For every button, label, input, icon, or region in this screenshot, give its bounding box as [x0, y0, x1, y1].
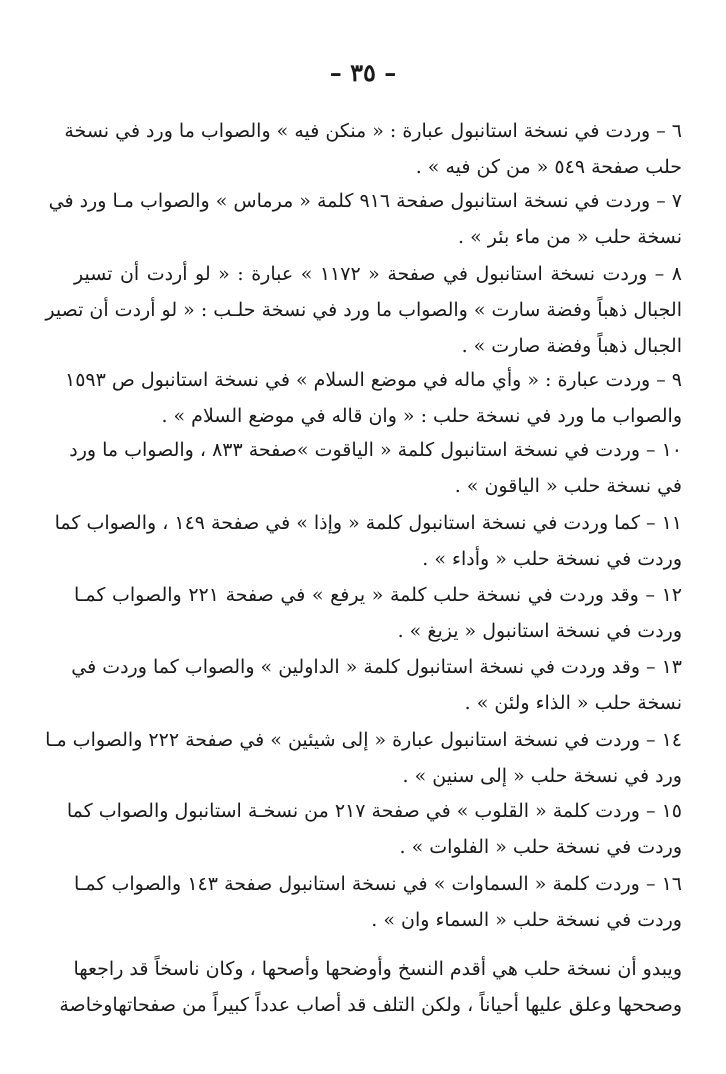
note-line: ١٢ – وقد وردت في نسخة حلب كلمة « يرفع » في صفحة ٢٢١ والصواب كمـا [74, 584, 682, 606]
paragraph-line: ويبدو أن نسخة حلب هي أقدم النسخ وأوضحها وأصحها ، وكان ناسخاً قد راجعها [73, 958, 682, 980]
note-12 [74, 577, 682, 649]
note-15 [66, 793, 682, 865]
note-line: ٨ – وردت نسخة استانبول في صفحة « ١١٧٢ » عبارة : « لو أردت أن تسير [74, 263, 682, 285]
note-10 [69, 432, 682, 504]
note-line: في نسخة حلب « الياقون » . [454, 475, 682, 497]
note-line: ١٤ – وردت في نسخة استانبول عبارة « إلى شيئين » في صفحة ٢٢٢ والصواب مـا [45, 729, 682, 751]
note-13 [71, 649, 682, 721]
closing-paragraph [59, 951, 682, 1023]
note-line: الجبال ذهباً وفضة سارت » والصواب ما ورد في نسخة حلـب : « لو أردت أن تصير [45, 299, 682, 321]
note-line: نسخة حلب « من ماء بئر » . [458, 226, 682, 248]
note-line: ٦ – وردت في نسخة استانبول عبارة : « منكن فيه » والصواب ما ورد في نسخة [64, 120, 682, 142]
note-line: والصواب ما ورد في نسخة حلب : « وان قاله في موضع السلام » . [161, 405, 682, 427]
note-line: ورد في نسخة حلب « إلى سنين » . [402, 765, 682, 787]
page-number: – ٣٥ – [329, 58, 397, 87]
note-7 [48, 183, 682, 255]
note-line: وردت في نسخة حلب « وأداء » . [422, 548, 682, 570]
note-line: ١٥ – وردت كلمة « القلوب » في صفحة ٢١٧ من نسخـة استانبول والصواب كما [66, 800, 682, 822]
note-line: وردت في نسخة استانبول « يزيغ » . [397, 620, 682, 642]
note-6 [64, 113, 682, 185]
note-line: ١٠ – وردت في نسخة استانبول كلمة « الياقوت »صفحة ٨٣٣ ، والصواب ما ورد [69, 439, 682, 461]
note-8 [45, 256, 682, 364]
note-9 [64, 362, 682, 434]
note-line: ١١ – كما وردت في نسخة استانبول كلمة « وإذا » في صفحة ١٤٩ ، والصواب كما [54, 512, 682, 534]
note-line: الجبال ذهباً وفضة صارت » . [461, 335, 682, 357]
note-11 [54, 505, 682, 577]
note-14 [45, 722, 682, 794]
note-line: نسخة حلب « الذاء ولئن » . [464, 692, 682, 714]
note-line: وردت في نسخة حلب « الفلوات » . [399, 836, 682, 858]
note-line: ٩ – وردت عبارة : « وأي ماله في موضع السلام » في نسخة استانبول ص ١٥٩٣ [64, 369, 682, 391]
note-line: ٧ – وردت في نسخة استانبول صفحة ٩١٦ كلمة « مرماس » والصواب مـا ورد في [48, 190, 682, 212]
paragraph-line: وصححها وعلق عليها أحياناً ، ولكن التلف قد أصاب عدداً كبيراً من صفحاتهاوخاصة [59, 994, 682, 1016]
note-line: حلب صفحة ٥٤٩ « من كن فيه » . [415, 156, 682, 178]
note-line: وردت في نسخة حلب « السماء وان » . [371, 909, 682, 931]
note-line: ١٦ – وردت كلمة « السماوات » في نسخة استانبول صفحة ١٤٣ والصواب كمـا [74, 873, 683, 895]
note-line: ١٣ – وقد وردت في نسخة استانبول كلمة « الداولين » والصواب كما وردت في [71, 656, 682, 678]
note-16 [74, 866, 682, 938]
